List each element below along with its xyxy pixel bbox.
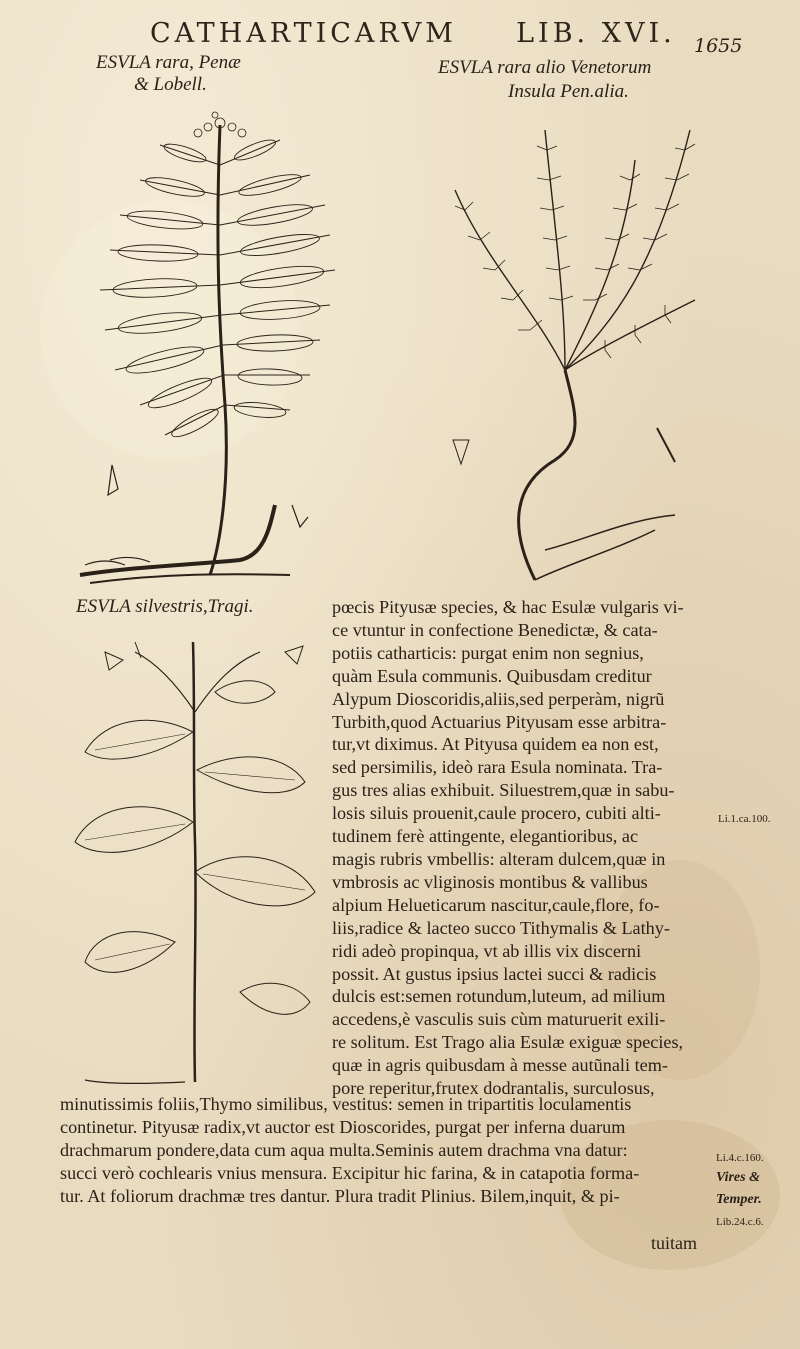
running-head [150, 18, 676, 49]
text-line: quàm Esula communis. Quibusdam creditur [332, 665, 652, 686]
woodcut-esula-rara-pena [70, 105, 350, 590]
text-line: minutissimis foliis,Thymo similibus, vestitus: semen in tripartitis loculamentis [60, 1094, 632, 1114]
book-number: LIB. XVI. [516, 18, 676, 49]
text-line: accedens,è vasculis suis cùm maturuerit exili- [332, 1009, 666, 1030]
text-line: possit. At gustus ipsius lactei succi & radicis [332, 963, 657, 984]
text-line: potiis catharticis: purgat enim non segnius, [332, 642, 644, 663]
body-full-text [60, 1093, 710, 1208]
text-line: liis,radice & lacteo succo Tithymalis & Lathy- [332, 917, 670, 938]
margin-ref-li4: Li.4.c.160. [716, 1152, 764, 1164]
caption-line: ESVLA rara, Penæ [96, 52, 241, 73]
folio-number: 1655 [694, 35, 743, 57]
text-line: pore reperitur,frutex dodrantalis, surculosus, [332, 1078, 655, 1099]
caption-line: & Lobell. [134, 74, 207, 95]
text-line: drachmarum pondere,data cum aqua multa.Seminis autem drachma vna datur: [60, 1139, 628, 1160]
text-line: succi verò cochlearis vnius mensura. Excipitur hic farina, & in catapotia forma- [60, 1162, 640, 1183]
text-line: losis siluis prouenit,caule procero, cubiti alti- [332, 803, 661, 824]
text-line: tudinem ferè attingente, elegantioribus, ac [332, 826, 639, 847]
text-line: alpium Helueticarum nascitur,caule,flore, fo- [332, 894, 660, 915]
text-line: Alypum Dioscoridis,aliis,sed perperàm, nigrũ [332, 688, 665, 709]
caption-esula-rara-pena [96, 52, 241, 96]
text-line: vmbrosis ac vliginosis montibus & vallibus [332, 871, 648, 892]
woodcut-esula-silvestris [65, 622, 325, 1092]
text-line: tur,vt diximus. At Pityusa quidem ea non est, [332, 734, 659, 755]
running-title: CATHARTICARVM [150, 18, 457, 49]
text-line: gus tres alias exhibuit. Siluestrem,quæ in sabu- [332, 780, 675, 801]
text-line: ridi adeò propinqua, vt ab illis vix discerni [332, 940, 642, 961]
woodcut-esula-rara-venetorum [425, 110, 715, 590]
margin-temper: Temper. [716, 1192, 762, 1207]
margin-vires: Vires & [716, 1170, 760, 1185]
text-line: ce vtuntur in confectione Benedictæ, & cata- [332, 619, 658, 640]
caption-line: ESVLA rara alio Venetorum [438, 57, 652, 78]
text-line: sed persimilis, ideò rara Esula nominata. Tra- [332, 757, 663, 778]
text-line: dulcis est:semen rotundum,luteum, ad milium [332, 986, 666, 1007]
caption-esula-silvestris: ESVLA silvestris,Tragi. [76, 596, 254, 617]
caption-esula-rara-venetorum [438, 56, 651, 104]
text-line: pœcis Pityusæ species, & hac Esulæ vulgaris vi- [332, 597, 684, 617]
text-line: quæ in agris quibusdam à messe autũnali tem- [332, 1055, 668, 1076]
margin-ref-li1: Li.1.ca.100. [718, 813, 771, 825]
text-line: magis rubris vmbellis: alteram dulcem,quæ in [332, 848, 666, 869]
text-line: tur. At foliorum drachmæ tres dantur. Plura tradit Plinius. Bilem,inquit, & pi- [60, 1185, 620, 1206]
caption-line: Insula Pen.alia. [508, 81, 629, 102]
text-line: continetur. Pityusæ radix,vt auctor est Dioscorides, purgat per inferna duarum [60, 1116, 626, 1137]
body-column-text [332, 596, 702, 1100]
catchword: tuitam [651, 1233, 697, 1253]
text-line: re solitum. Est Trago alia Esulæ exiguæ species, [332, 1032, 684, 1053]
margin-ref-lib24: Lib.24.c.6. [716, 1216, 764, 1228]
text-line: Turbith,quod Actuarius Pityusam esse arbitra- [332, 711, 667, 732]
